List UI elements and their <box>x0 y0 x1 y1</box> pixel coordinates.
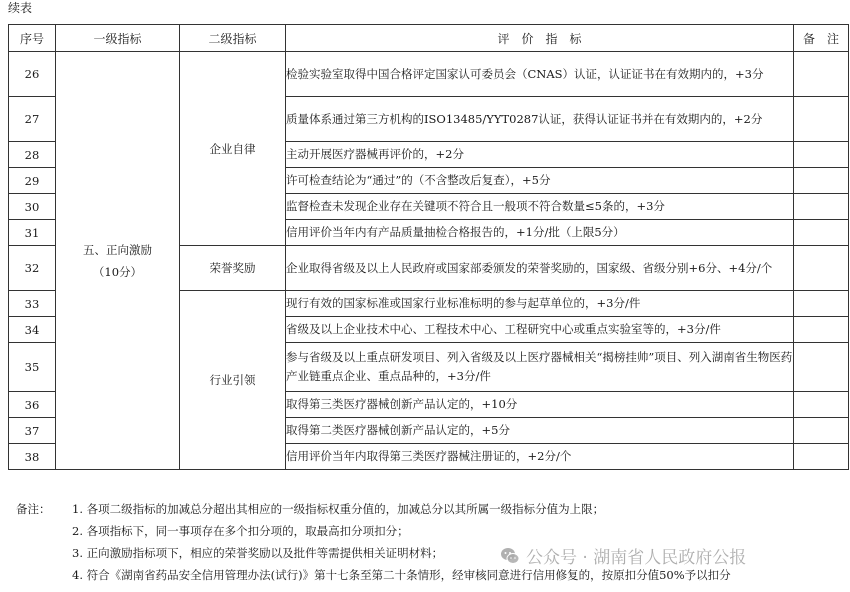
watermark <box>500 543 746 568</box>
criteria-text: 信用评价当年内取得第三类医疗器械注册证的，+2分/个 <box>286 444 794 470</box>
row-number: 37 <box>9 418 56 444</box>
remarks-cell <box>794 291 849 317</box>
criteria-text: 取得第二类医疗器械创新产品认定的，+5分 <box>286 418 794 444</box>
footnote-prefix: 备注： <box>16 502 51 516</box>
remarks-cell <box>794 343 849 392</box>
footnote-text: 4. 符合《湖南省药品安全信用管理办法(试行)》第十七条至第二十条情形，经审核同意进行信用修复的，按原扣分值50%予以扣分 <box>72 568 731 582</box>
criteria-text: 监督检查未发现企业存在关键项不符合且一般项不符合数量≤5条的，+3分 <box>286 194 794 220</box>
level2-cell-honors: 荣誉奖励 <box>180 246 286 291</box>
row-number: 36 <box>9 392 56 418</box>
header-remarks: 备 注 <box>794 25 849 52</box>
remarks-cell <box>794 246 849 291</box>
remarks-cell <box>794 52 849 97</box>
level1-weight: （10分） <box>92 264 143 279</box>
remarks-cell <box>794 168 849 194</box>
criteria-text: 现行有效的国家标准或国家行业标准标明的参与起草单位的，+3分/件 <box>286 291 794 317</box>
row-number: 31 <box>9 220 56 246</box>
level1-title: 五、正向激励 <box>83 242 152 257</box>
criteria-text: 质量体系通过第三方机构的ISO13485/YYT0287认证，获得认证证书并在有效期内的，+2分 <box>286 97 794 142</box>
criteria-text: 取得第三类医疗器械创新产品认定的，+10分 <box>286 392 794 418</box>
row-number: 29 <box>9 168 56 194</box>
criteria-text: 主动开展医疗器械再评价的，+2分 <box>286 142 794 168</box>
criteria-text: 参与省级及以上重点研发项目、列入省级及以上医疗器械相关“揭榜挂帅”项目、列入湖南省生物医药产业链重点企业、重点品种的，+3分/件 <box>286 343 794 392</box>
row-number: 26 <box>9 52 56 97</box>
criteria-text: 省级及以上企业技术中心、工程技术中心、工程研究中心或重点实验室等的，+3分/件 <box>286 317 794 343</box>
criteria-text: 企业取得省级及以上人民政府或国家部委颁发的荣誉奖励的，国家级、省级分别+6分、+4分/个 <box>286 246 794 291</box>
remarks-cell <box>794 194 849 220</box>
footnote-item <box>16 498 731 520</box>
level2-cell-industry-leading: 行业引领 <box>180 291 286 470</box>
row-number: 33 <box>9 291 56 317</box>
table-caption: 续表 <box>8 1 33 15</box>
wechat-icon <box>500 546 520 566</box>
row-number: 30 <box>9 194 56 220</box>
row-number: 35 <box>9 343 56 392</box>
header-level1: 一级指标 <box>56 25 180 52</box>
footnote-text: 1. 各项二级指标的加减总分超出其相应的一级指标权重分值的，加减总分以其所属一级指标分值为上限； <box>72 502 605 516</box>
row-number: 27 <box>9 97 56 142</box>
row-number: 38 <box>9 444 56 470</box>
table-header-row <box>9 25 849 52</box>
table-row <box>9 52 849 97</box>
row-number: 34 <box>9 317 56 343</box>
remarks-cell <box>794 444 849 470</box>
remarks-cell <box>794 418 849 444</box>
footnotes <box>16 498 731 586</box>
criteria-text: 许可检查结论为“通过”的（不含整改后复查），+5分 <box>286 168 794 194</box>
watermark-text: 公众号 · 湖南省人民政府公报 <box>526 548 747 568</box>
row-number: 32 <box>9 246 56 291</box>
header-seq: 序号 <box>9 25 56 52</box>
footnote-item <box>16 520 731 542</box>
level2-cell-self-discipline: 企业自律 <box>180 52 286 246</box>
remarks-cell <box>794 317 849 343</box>
footnote-text: 3. 正向激励指标项下，相应的荣誉奖励以及批件等需提供相关证明材料； <box>72 546 444 560</box>
criteria-text: 信用评价当年内有产品质量抽检合格报告的，+1分/批（上限5分） <box>286 220 794 246</box>
remarks-cell <box>794 392 849 418</box>
footnote-text: 2. 各项指标下，同一事项存在多个扣分项的，取最高扣分项扣分； <box>72 524 409 538</box>
criteria-table <box>8 24 849 470</box>
row-number: 28 <box>9 142 56 168</box>
level1-cell <box>56 52 180 470</box>
remarks-cell <box>794 142 849 168</box>
header-level2: 二级指标 <box>180 25 286 52</box>
criteria-text: 检验实验室取得中国合格评定国家认可委员会（CNAS）认证，认证证书在有效期内的，+3分 <box>286 52 794 97</box>
header-criteria: 评 价 指 标 <box>286 25 794 52</box>
remarks-cell <box>794 97 849 142</box>
remarks-cell <box>794 220 849 246</box>
